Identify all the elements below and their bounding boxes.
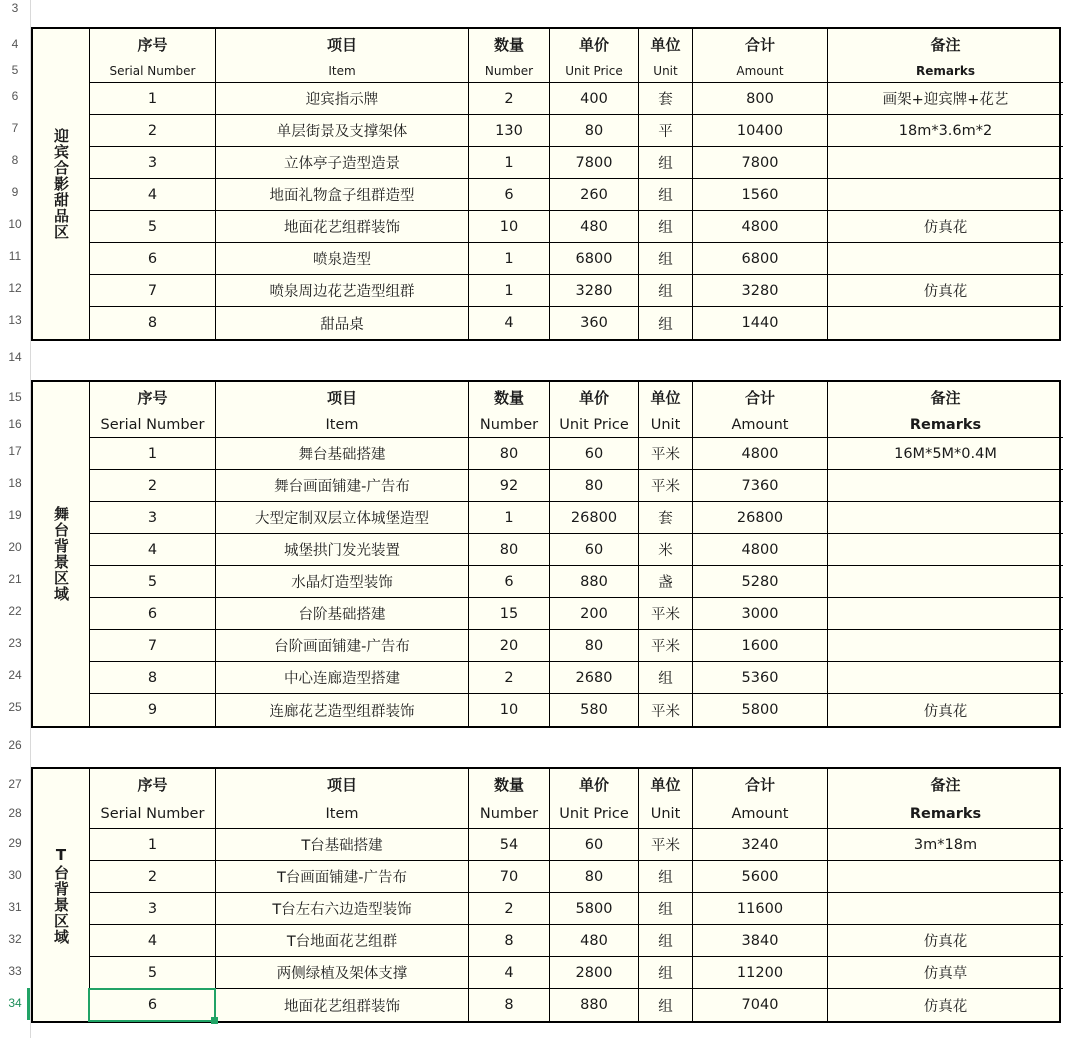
cell[interactable]: 10 [469,694,550,726]
cell[interactable]: Amount [693,799,828,828]
cell[interactable]: 单价 [550,29,639,59]
cell[interactable]: 两侧绿植及架体支撑 [216,957,469,988]
row-number[interactable]: 28 [8,806,22,820]
cell[interactable]: 3280 [550,275,639,306]
row-number-column [0,0,31,1038]
cell[interactable]: 项目 [216,769,469,799]
cell[interactable]: Remarks [915,63,976,78]
cell[interactable]: 7360 [693,470,828,501]
cell[interactable]: 仿真花 [923,703,968,720]
cell[interactable] [828,893,1063,924]
cell[interactable]: 1 [469,147,550,178]
cell[interactable]: 18m*3.6m*2 [898,122,993,139]
cell[interactable]: Unit [639,412,693,437]
cell[interactable]: 套 [639,83,693,114]
row-number[interactable]: 23 [8,636,22,650]
cell[interactable]: Number [469,412,550,437]
cell[interactable]: 1 [90,829,216,860]
cell[interactable]: 480 [550,925,639,956]
cell[interactable]: 6800 [550,243,639,274]
table-row [90,438,1063,470]
cell[interactable]: 6 [469,566,550,597]
cell[interactable] [828,307,1063,339]
row-number[interactable]: 14 [8,350,22,364]
row-number[interactable]: 31 [8,900,22,914]
cell[interactable]: 迎宾指示牌 [216,83,469,114]
cell[interactable]: 中心连廊造型搭建 [216,662,469,693]
cell[interactable]: Unit Price [550,799,639,828]
table-row [90,502,1063,534]
cell[interactable]: 备注 [930,35,961,54]
table-row [90,598,1063,630]
cell[interactable]: 组 [639,893,693,924]
cell[interactable]: 甜品桌 [216,307,469,339]
fill-handle[interactable] [211,1017,218,1024]
cell[interactable]: 序号 [90,29,216,59]
cell[interactable]: 组 [639,147,693,178]
cell[interactable]: 喷泉造型 [216,243,469,274]
row-number[interactable]: 12 [8,281,22,295]
header-row-zh [90,29,1063,59]
cell[interactable]: 20 [469,630,550,661]
cell[interactable]: 7800 [550,147,639,178]
cell[interactable] [828,470,1063,501]
cell[interactable]: 8 [90,307,216,339]
row-number[interactable]: 3 [11,1,19,15]
cell[interactable]: Unit Price [550,59,639,82]
cell[interactable]: 舞台基础搭建 [216,438,469,469]
cell[interactable]: 15 [469,598,550,629]
table-row [90,957,1063,989]
cell[interactable]: 4 [90,179,216,210]
row-number[interactable]: 25 [8,700,22,714]
cell[interactable]: 序号 [90,382,216,412]
cell[interactable]: 单层街景及支撑架体 [216,115,469,146]
cell[interactable]: 合计 [693,382,828,412]
cell[interactable]: 4800 [693,211,828,242]
row-number[interactable]: 21 [8,572,22,586]
cell[interactable]: 80 [469,438,550,469]
table-row [90,662,1063,694]
cell[interactable]: 备注 [930,775,961,794]
cell[interactable]: 5 [90,211,216,242]
cell[interactable]: 4 [469,307,550,339]
cell[interactable]: 5800 [693,694,828,726]
cell[interactable]: T台画面铺建-广告布 [216,861,469,892]
cell[interactable]: 平米 [639,470,693,501]
table-row [90,307,1063,339]
cell[interactable]: 5 [90,566,216,597]
table-row [90,630,1063,662]
cell[interactable]: 单价 [550,769,639,799]
cell[interactable]: 3240 [693,829,828,860]
cell[interactable]: 2800 [550,957,639,988]
header-row-zh [90,382,1063,412]
cell[interactable]: 880 [550,566,639,597]
cell[interactable]: 2 [469,83,550,114]
cell[interactable]: Number [469,799,550,828]
cell[interactable]: 组 [639,861,693,892]
cell[interactable]: 8 [469,925,550,956]
cell[interactable] [828,502,1063,533]
row-number[interactable]: 20 [8,540,22,554]
cell[interactable] [828,861,1063,892]
cell[interactable]: 1440 [693,307,828,339]
cell[interactable] [828,243,1063,274]
row-number[interactable]: 15 [8,390,22,404]
cell[interactable]: 舞台画面铺建-广告布 [216,470,469,501]
table-row [90,115,1063,147]
header-row-en [90,412,1063,438]
cell[interactable]: 400 [550,83,639,114]
row-number[interactable]: 11 [8,249,22,263]
cell[interactable] [828,598,1063,629]
table-row [90,566,1063,598]
cell[interactable]: 3m*18m [913,836,978,853]
cell[interactable]: 组 [639,275,693,306]
cell[interactable]: 合计 [693,29,828,59]
row-number[interactable]: 10 [8,217,22,231]
cell[interactable]: 7800 [693,147,828,178]
row-number[interactable]: 30 [8,868,22,882]
cell[interactable]: 组 [639,925,693,956]
cell[interactable]: 立体亭子造型造景 [216,147,469,178]
table-row [90,211,1063,243]
cell[interactable]: 4800 [693,534,828,565]
cell[interactable]: 单位 [639,769,693,799]
cell[interactable]: 580 [550,694,639,726]
cell[interactable]: 平米 [639,829,693,860]
cell[interactable]: Amount [693,59,828,82]
cell[interactable]: 4 [90,925,216,956]
row-number[interactable]: 13 [8,313,22,327]
cell[interactable]: 80 [469,534,550,565]
cell[interactable]: 6 [469,179,550,210]
cell[interactable]: 单位 [639,29,693,59]
cell[interactable]: 备注 [930,388,961,407]
table-row [90,147,1063,179]
cell[interactable]: Serial Number [90,412,216,437]
cell[interactable]: 单价 [550,382,639,412]
cell[interactable]: Number [469,59,550,82]
cell[interactable]: Remarks [909,805,982,822]
cell[interactable]: 880 [550,989,639,1021]
cell[interactable]: 2 [90,861,216,892]
cell[interactable]: 130 [469,115,550,146]
cell[interactable]: Unit [639,799,693,828]
cell[interactable]: 大型定制双层立体城堡造型 [216,502,469,533]
cell[interactable]: 6 [90,989,216,1021]
cell[interactable]: T台地面花艺组群 [216,925,469,956]
cell[interactable]: 60 [550,534,639,565]
section-label[interactable]: 舞台背景区域 [33,382,90,726]
cell[interactable]: 1 [469,275,550,306]
cell[interactable]: 60 [550,438,639,469]
row-number[interactable]: 6 [11,89,19,103]
cell[interactable]: 260 [550,179,639,210]
table-row [90,893,1063,925]
cell[interactable]: 16M*5M*0.4M [894,445,997,462]
cell[interactable]: 4 [469,957,550,988]
row-number[interactable]: 8 [11,153,19,167]
cell[interactable]: Item [216,799,469,828]
cell[interactable]: 盏 [639,566,693,597]
cell[interactable]: 单位 [639,382,693,412]
row-number[interactable]: 4 [11,37,19,51]
cell[interactable]: 数量 [469,769,550,799]
section-table [31,27,1061,341]
cell[interactable]: 组 [639,179,693,210]
cell[interactable] [828,662,1063,693]
cell[interactable]: 5800 [550,893,639,924]
row-number[interactable]: 34 [8,996,22,1010]
cell[interactable]: 80 [550,470,639,501]
row-number[interactable]: 19 [8,508,22,522]
cell[interactable]: 54 [469,829,550,860]
cell[interactable]: 80 [550,115,639,146]
cell[interactable]: 6800 [693,243,828,274]
cell[interactable]: 80 [550,861,639,892]
row-number[interactable]: 7 [11,121,19,135]
cell[interactable]: 仿真花 [923,998,968,1015]
table-row [90,989,1063,1021]
cell[interactable]: Unit Price [550,412,639,437]
cell[interactable]: 连廊花艺造型组群装饰 [216,694,469,726]
table-row [90,243,1063,275]
cell[interactable]: 序号 [90,769,216,799]
cell[interactable]: Item [216,59,469,82]
cell[interactable] [828,179,1063,210]
section-label[interactable]: T台背景区域 [33,769,90,1021]
cell[interactable]: 仿真花 [923,284,968,300]
cell[interactable]: 仿真花 [923,934,968,950]
cell[interactable]: 仿真草 [923,966,968,982]
row-number[interactable]: 32 [8,932,22,946]
cell[interactable]: 项目 [216,29,469,59]
cell[interactable]: Serial Number [90,799,216,828]
cell[interactable]: 项目 [216,382,469,412]
cell[interactable] [828,630,1063,661]
table-row [90,275,1063,307]
cell[interactable]: 5360 [693,662,828,693]
cell[interactable]: 6 [90,243,216,274]
cell[interactable]: 平米 [639,630,693,661]
cell[interactable]: 5280 [693,566,828,597]
cell[interactable]: 2680 [550,662,639,693]
cell[interactable]: 1 [469,243,550,274]
row-number[interactable]: 5 [11,63,19,77]
cell[interactable]: 平 [639,115,693,146]
cell[interactable]: 5600 [693,861,828,892]
table-row [90,83,1063,115]
cell[interactable]: 480 [550,211,639,242]
cell[interactable]: 360 [550,307,639,339]
cell[interactable]: 1560 [693,179,828,210]
cell[interactable]: 组 [639,307,693,339]
cell[interactable]: 组 [639,957,693,988]
cell[interactable]: 2 [90,470,216,501]
cell[interactable]: 70 [469,861,550,892]
cell[interactable]: 7040 [693,989,828,1021]
cell[interactable]: 7 [90,630,216,661]
cell[interactable]: 6 [90,598,216,629]
row-number[interactable]: 17 [8,444,22,458]
cell[interactable]: 10 [469,211,550,242]
cell[interactable] [828,534,1063,565]
cell[interactable]: 组 [639,989,693,1021]
cell[interactable]: 地面礼物盒子组群造型 [216,179,469,210]
cell[interactable]: 8 [469,989,550,1021]
cell[interactable]: 地面花艺组群装饰 [216,989,469,1021]
cell[interactable]: 台阶画面铺建-广告布 [216,630,469,661]
cell[interactable]: 2 [469,662,550,693]
cell[interactable]: 1 [90,83,216,114]
cell[interactable]: 2 [90,115,216,146]
header-row-en [90,59,1063,83]
cell[interactable]: 9 [90,694,216,726]
cell[interactable] [828,566,1063,597]
cell[interactable]: 60 [550,829,639,860]
row-number[interactable]: 24 [8,668,22,682]
cell[interactable]: 城堡拱门发光装置 [216,534,469,565]
cell[interactable]: 台阶基础搭建 [216,598,469,629]
cell[interactable]: 26800 [550,502,639,533]
row-number[interactable]: 26 [8,738,22,752]
cell[interactable]: 11200 [693,957,828,988]
header-row-zh [90,769,1063,799]
cell[interactable]: 套 [639,502,693,533]
cell[interactable]: 3 [90,893,216,924]
cell[interactable]: 合计 [693,769,828,799]
cell[interactable]: Serial Number [90,59,216,82]
cell[interactable]: 画架+迎宾牌+花艺 [882,92,1009,108]
cell[interactable]: 200 [550,598,639,629]
cell[interactable]: 26800 [693,502,828,533]
cell[interactable]: 5 [90,957,216,988]
cell[interactable]: 3 [90,147,216,178]
table-row [90,179,1063,211]
cell[interactable]: 1 [469,502,550,533]
table-row [90,534,1063,566]
row-number[interactable]: 22 [8,604,22,618]
cell[interactable]: 平米 [639,438,693,469]
cell[interactable]: 4 [90,534,216,565]
header-row-en [90,799,1063,829]
section-table [31,767,1061,1023]
table-row [90,829,1063,861]
table-row [90,861,1063,893]
row-number[interactable]: 33 [8,964,22,978]
cell[interactable]: 组 [639,243,693,274]
section-table [31,380,1061,728]
cell[interactable]: 3280 [693,275,828,306]
cell[interactable]: 仿真花 [923,220,968,236]
cell[interactable]: 平米 [639,694,693,726]
cell[interactable]: 组 [639,662,693,693]
cell[interactable]: Unit [639,59,693,82]
cell[interactable]: 4800 [693,438,828,469]
cell[interactable]: 米 [639,534,693,565]
cell[interactable]: Remarks [909,416,982,433]
cell[interactable]: 8 [90,662,216,693]
section-label[interactable]: 迎宾合影甜品区 [33,29,90,339]
cell[interactable]: T台基础搭建 [216,829,469,860]
cell[interactable]: 80 [550,630,639,661]
table-row [90,694,1063,726]
table-row [90,470,1063,502]
cell[interactable]: 10400 [693,115,828,146]
table-row [90,925,1063,957]
cell[interactable]: T台左右六边造型装饰 [216,893,469,924]
cell[interactable]: 1 [90,438,216,469]
cell[interactable]: 92 [469,470,550,501]
cell[interactable]: 平米 [639,598,693,629]
cell[interactable]: 7 [90,275,216,306]
cell[interactable]: 组 [639,211,693,242]
cell[interactable]: 数量 [469,29,550,59]
cell[interactable]: 水晶灯造型装饰 [216,566,469,597]
cell[interactable]: 800 [693,83,828,114]
active-row-indicator [27,988,30,1020]
cell[interactable] [828,147,1063,178]
cell[interactable]: 喷泉周边花艺造型组群 [216,275,469,306]
row-number[interactable]: 9 [11,185,19,199]
cell[interactable]: 3840 [693,925,828,956]
cell[interactable]: 1600 [693,630,828,661]
row-number[interactable]: 16 [8,417,22,431]
cell[interactable]: Amount [693,412,828,437]
cell[interactable]: 2 [469,893,550,924]
cell[interactable]: 数量 [469,382,550,412]
cell[interactable]: 3 [90,502,216,533]
row-number[interactable]: 27 [8,777,22,791]
cell[interactable]: 地面花艺组群装饰 [216,211,469,242]
row-number[interactable]: 18 [8,476,22,490]
cell[interactable]: 11600 [693,893,828,924]
row-number[interactable]: 29 [8,836,22,850]
cell[interactable]: Item [216,412,469,437]
cell[interactable]: 3000 [693,598,828,629]
